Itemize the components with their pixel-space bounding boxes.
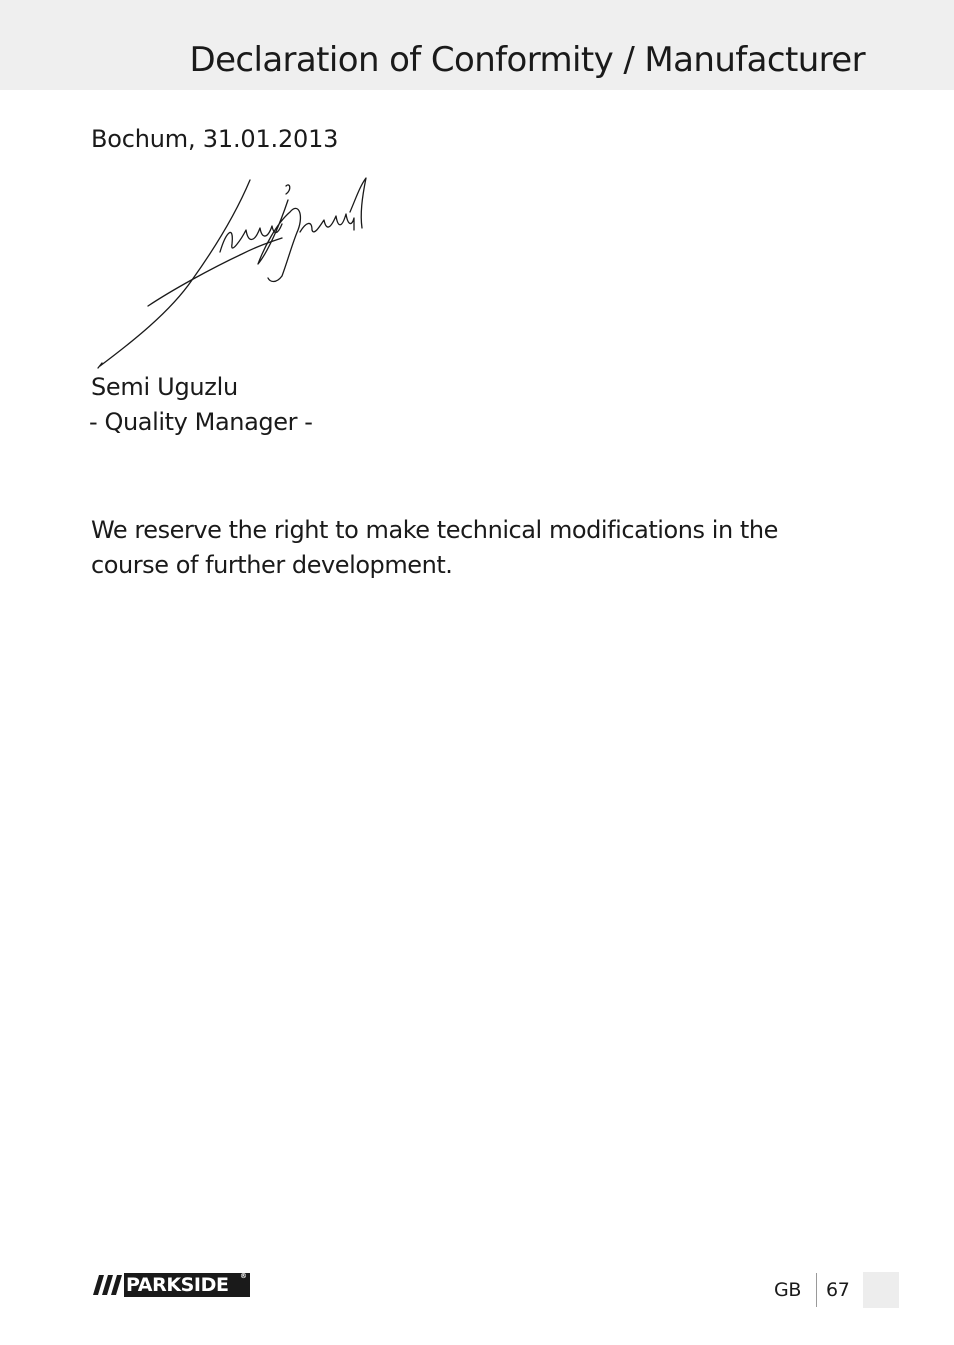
page-edge-tab bbox=[863, 1272, 899, 1308]
parkside-stripes-icon bbox=[90, 1273, 124, 1297]
signatory-name: Semi Uguzlu bbox=[91, 373, 238, 401]
logo-wordmark bbox=[124, 1273, 250, 1297]
signatory-role: - Quality Manager - bbox=[89, 408, 313, 436]
page-number: 67 bbox=[826, 1279, 850, 1301]
technical-modification-note: We reserve the right to make technical modifications in the course of further development. bbox=[91, 516, 778, 579]
signature bbox=[92, 172, 374, 372]
registered-mark: ® bbox=[240, 1272, 247, 1280]
place-date: Bochum, 31.01.2013 bbox=[91, 125, 339, 153]
parkside-logo bbox=[90, 1273, 250, 1297]
language-code: GB bbox=[774, 1279, 802, 1301]
brand-name: PARKSIDE bbox=[126, 1274, 229, 1296]
page-title: Declaration of Conformity / Manufacturer bbox=[189, 40, 865, 80]
footer-divider bbox=[816, 1273, 817, 1307]
